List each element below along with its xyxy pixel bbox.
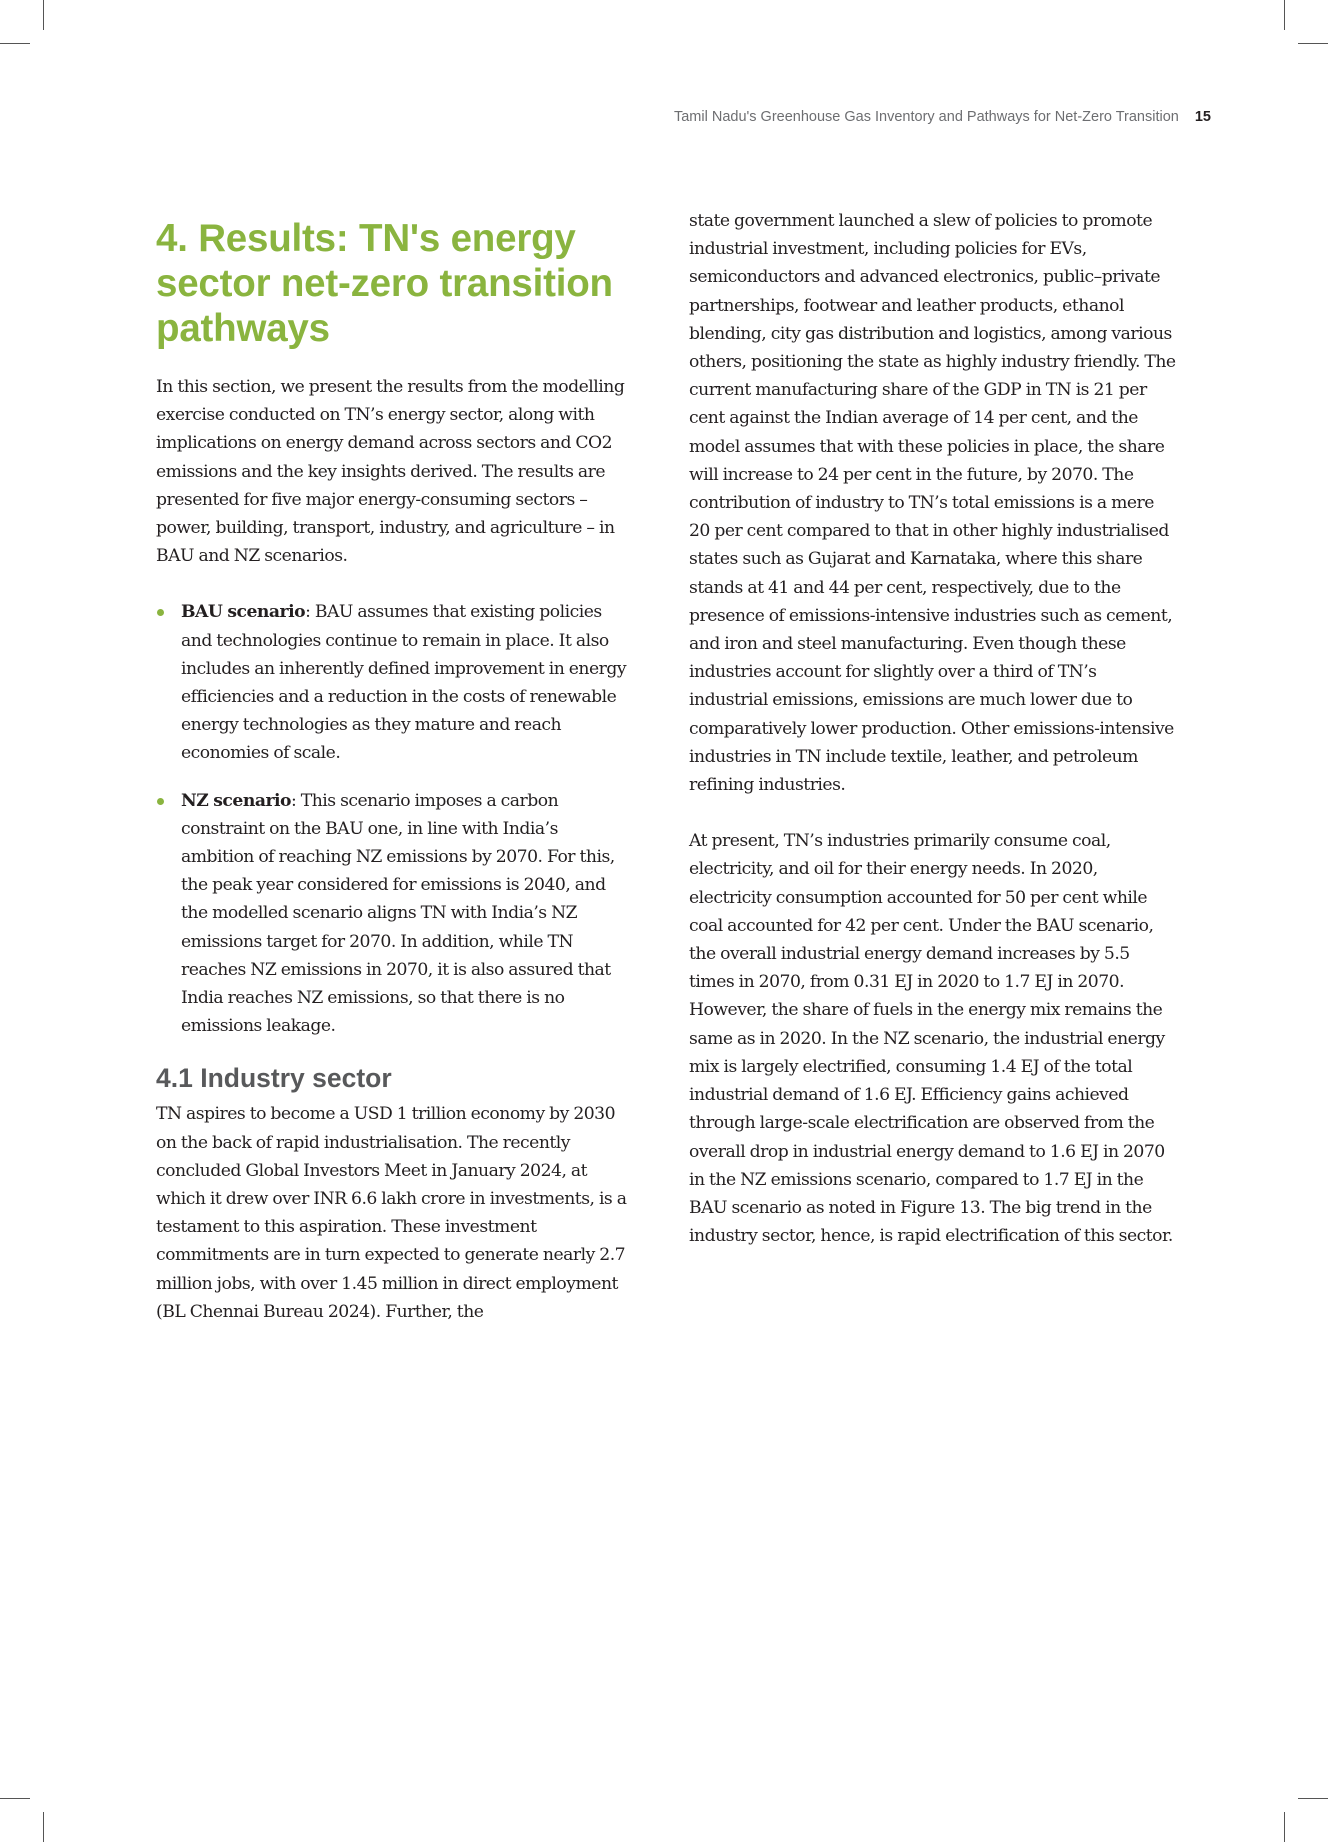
intro-paragraph: In this section, we present the results from the modelling exercise conducted on TN’s energy sector, along with implications on energy demand across sectors and CO2 emissions and the key insights derived. The results are presented for five major energy-consuming sectors – power, building, transport, industry, and agriculture – in BAU and NZ scenarios.: [156, 377, 625, 567]
crop-mark: [0, 1798, 30, 1799]
industry-paragraph-1: TN aspires to become a USD 1 trillion economy by 2030 on the back of rapid industrialisation. The recently concluded Global Investors Meet in January 2024, at which it drew over INR 6.6 lakh crore in investments, is a testament to this aspiration. These investment commitments are in turn expected to generate nearly 2.7 million jobs, with over 1.45 million in direct employment (BL Chennai Bureau 2024). Further, the: [156, 1104, 627, 1322]
page-number: 15: [1194, 109, 1211, 125]
right-column: [689, 207, 1179, 1278]
industry-paragraph-3: At present, TN’s industries primarily consume coal, electricity, and oil for their energy needs. In 2020, electricity consumption accounted for 50 per cent while coal accounted for 42 per cent. Under the BAU scenario, the overall industrial energy demand increases by 5.5 times in 2070, from 0.31 EJ in 2020 to 1.7 EJ in 2070. However, the share of fuels in the energy mix remains the same as in 2020. In the NZ scenario, the industrial energy mix is largely electrified, consuming 1.4 EJ of the total industrial demand of 1.6 EJ. Efficiency gains achieved through large-scale electrification are observed from the overall drop in industrial energy demand to 1.6 EJ in 2070 in the NZ emissions scenario, compared to 1.7 EJ in the BAU scenario as noted in Figure 13. The big trend in the industry sector, hence, is rapid electrification of this sector.: [689, 831, 1173, 1247]
scenario-list: [156, 598, 632, 1040]
crop-mark: [0, 43, 30, 44]
bullet-term: BAU scenario: [181, 602, 306, 623]
subsection-title: 4.1 Industry sector: [156, 1063, 392, 1094]
industry-paragraph-2: state government launched a slew of policies to promote industrial investment, including policies for EVs, semiconductors and advanced electronics, public–private partnerships, footwear and leather products, ethanol blending, city gas distribution and logistics, among various others, positioning the state as highly industry friendly. The current manufacturing share of the GDP in TN is 21 per cent against the Indian average of 14 per cent, and the model assumes that with these policies in place, the share will increase to 24 per cent in the future, by 2070. The contribution of industry to TN’s total emissions is a mere 20 per cent compared to that in other highly industrialised states such as Gujarat and Karnataka, where this share stands at 41 and 44 per cent, respectively, due to the presence of emissions-intensive industries such as cement, and iron and steel manufacturing. Even though these industries account for slightly over a third of TN’s industrial emissions, emissions are much lower due to comparatively lower production. Other emissions-intensive industries in TN include textile, leather, and petroleum refining industries.: [689, 211, 1176, 796]
crop-mark: [1298, 1798, 1328, 1799]
crop-mark: [43, 0, 44, 30]
left-column: [156, 202, 632, 1354]
section-title: 4. Results: TN's energy sector net-zero transition pathways: [156, 217, 613, 350]
bullet-icon: [157, 609, 164, 616]
crop-mark: [1284, 0, 1285, 30]
running-title: Tamil Nadu's Greenhouse Gas Inventory and Pathways for Net-Zero Transition: [673, 109, 1179, 125]
bullet-text: : This scenario imposes a carbon constraint on the BAU one, in line with India’s ambition of reaching NZ emissions by 2070. For this, the peak year considered for emissions is 2040, and the modelled scenario aligns TN with India’s NZ emissions target for 2070. In addition, while TN reaches NZ emissions in 2070, it is also assured that India reaches NZ emissions, so that there is no emissions leakage.: [181, 790, 615, 1037]
crop-mark: [1284, 1812, 1285, 1842]
list-item: [156, 598, 632, 767]
list-item: [156, 787, 632, 1041]
bullet-icon: [157, 798, 164, 805]
bullet-text: : BAU assumes that existing policies and technologies continue to remain in place. It also includes an inherently defined improvement in energy efficiencies and a reduction in the costs of renewable energy technologies as they mature and reach economies of scale.: [181, 602, 627, 764]
crop-mark: [43, 1812, 44, 1842]
running-header: [674, 109, 1211, 125]
crop-mark: [1298, 43, 1328, 44]
bullet-term: NZ scenario: [181, 790, 291, 811]
